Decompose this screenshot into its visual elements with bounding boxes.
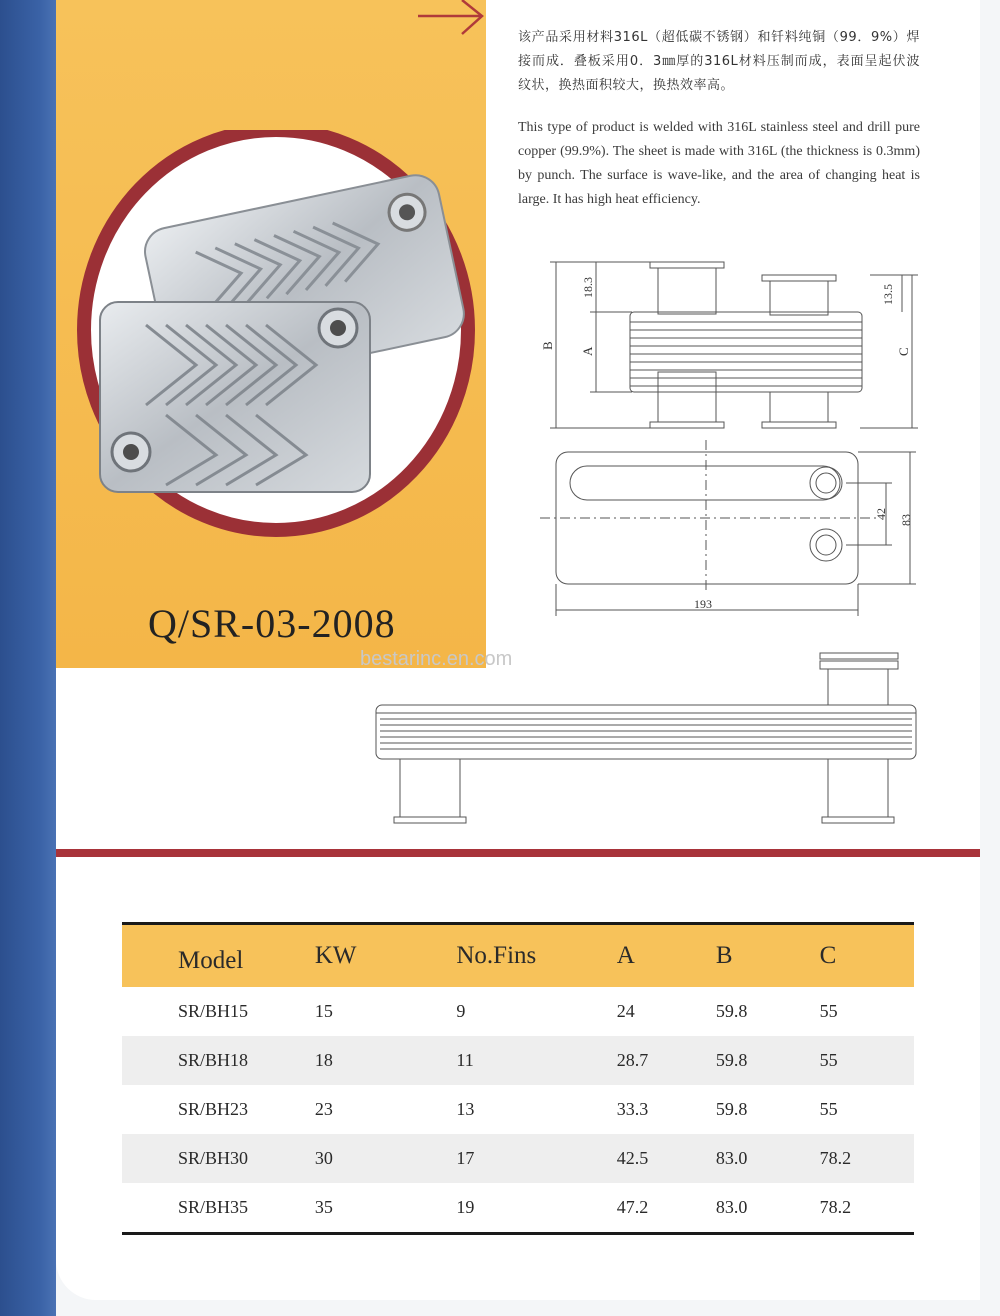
dim-c: C xyxy=(896,347,911,356)
description-chinese: 该产品采用材料316L（超低碳不锈钢）和钎料纯铜（99．9%）焊接而成．叠板采用0．3㎜厚的316L材料压制而成，表面呈起伏波纹状，换热面积较大，换热效率高。 xyxy=(518,30,920,93)
cell-c: 55 xyxy=(819,1050,838,1070)
cell-kw: 30 xyxy=(314,1148,333,1168)
dim-83: 83 xyxy=(899,514,913,526)
cell-model: SR/BH30 xyxy=(178,1148,249,1168)
dim-42: 42 xyxy=(874,508,888,520)
cell-c: 55 xyxy=(819,1001,838,1021)
table-row xyxy=(122,1183,914,1232)
cell-b: 83.0 xyxy=(715,1197,748,1217)
cell-model: SR/BH23 xyxy=(178,1099,249,1119)
table-row xyxy=(122,987,914,1036)
side-view-drawing xyxy=(540,250,930,440)
left-blue-band xyxy=(0,0,56,1316)
header-a: A xyxy=(616,942,635,969)
product-image xyxy=(76,130,476,550)
table-header xyxy=(122,925,914,987)
cell-kw: 23 xyxy=(314,1099,333,1119)
header-c: C xyxy=(819,942,837,969)
cell-c: 55 xyxy=(819,1099,838,1119)
spec-table xyxy=(122,922,914,1235)
header-model: Model xyxy=(178,947,244,974)
dim-b: B xyxy=(540,341,555,350)
cell-a: 33.3 xyxy=(616,1099,649,1119)
arrow-right-icon xyxy=(418,0,488,40)
cell-model: SR/BH18 xyxy=(178,1050,249,1070)
standard-code: Q/SR-03-2008 xyxy=(148,601,396,646)
header-b: B xyxy=(715,942,733,969)
cell-fins: 17 xyxy=(456,1148,475,1168)
dim-18-3: 18.3 xyxy=(581,277,595,298)
cell-a: 28.7 xyxy=(616,1050,649,1070)
cell-kw: 15 xyxy=(314,1001,333,1021)
header-kw: KW xyxy=(314,942,357,969)
header-no-fins: No.Fins xyxy=(456,942,537,969)
cell-b: 59.8 xyxy=(715,1050,748,1070)
cell-b: 83.0 xyxy=(715,1148,748,1168)
section-divider xyxy=(56,849,980,857)
cell-a: 47.2 xyxy=(616,1197,649,1217)
cell-model: SR/BH35 xyxy=(178,1197,249,1217)
dim-a: A xyxy=(580,346,595,356)
description-english: This type of product is welded with 316L stainless steel and drill pure copper (99.9%). The sheet is made with 316L (the thickness is 0.3mm) by punch. The surface is wave-like, and the area of changing heat is large. It has high heat efficiency. xyxy=(518,120,920,207)
cell-c: 78.2 xyxy=(819,1197,852,1217)
cell-b: 59.8 xyxy=(715,1001,748,1021)
cell-fins: 9 xyxy=(456,1001,466,1021)
table-row xyxy=(122,1085,914,1134)
top-view-drawing xyxy=(540,440,930,620)
cell-c: 78.2 xyxy=(819,1148,852,1168)
cell-b: 59.8 xyxy=(715,1099,748,1119)
watermark: bestarinc.en.com xyxy=(360,648,513,670)
cell-a: 24 xyxy=(616,1001,635,1021)
table-row xyxy=(122,1036,914,1085)
long-side-view-drawing xyxy=(370,645,930,830)
cell-a: 42.5 xyxy=(616,1148,649,1168)
cell-model: SR/BH15 xyxy=(178,1001,249,1021)
cell-fins: 13 xyxy=(456,1099,475,1119)
dim-13-5: 13.5 xyxy=(881,284,895,305)
cell-fins: 11 xyxy=(456,1050,474,1070)
cell-fins: 19 xyxy=(456,1197,475,1217)
table-row xyxy=(122,1134,914,1183)
dim-193: 193 xyxy=(694,597,712,611)
cell-kw: 35 xyxy=(314,1197,333,1217)
cell-kw: 18 xyxy=(314,1050,333,1070)
